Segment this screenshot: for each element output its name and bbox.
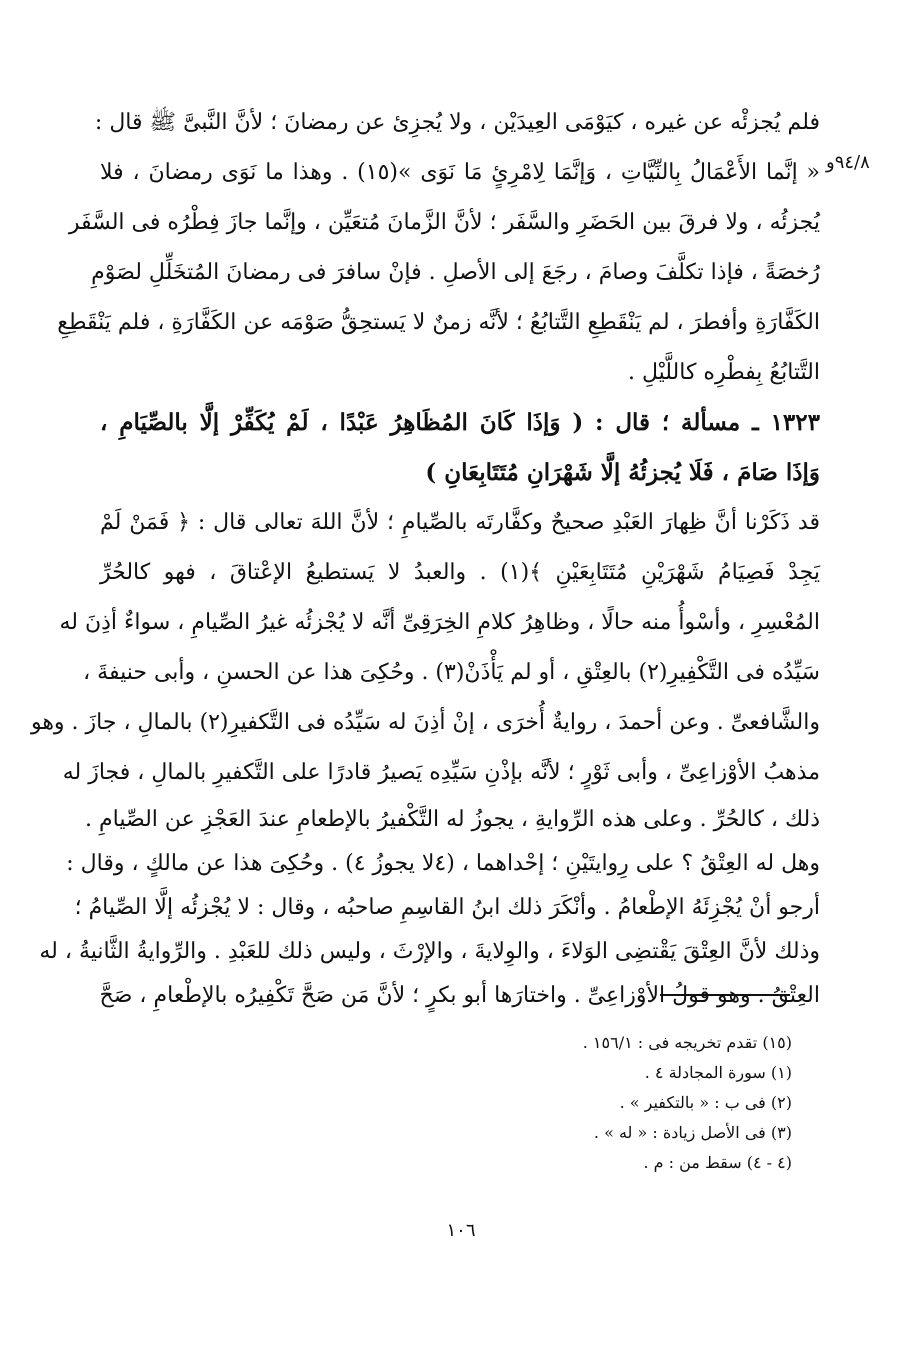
footnotes (440, 1028, 792, 1178)
text-line: فلم يُجزئْه عن غيره ، كيَوْمَى العِيدَيْن ، ولا يُجزِئ عن رمضانَ ؛ لأنَّ النَّبىَّ ﷺ قال : (94, 110, 820, 135)
text-line: التَّتابُعُ بِفطْرِه كاللَّيْلِ . (627, 360, 820, 385)
footnote: (٣) فى الأصل زيادة : « له » . (593, 1123, 792, 1142)
text-line: والشَّافعىِّ . وعن أحمدَ ، روايةٌ أُخرَى ، إنْ أذِنَ له سَيِّدُه فى التَّكفيرِ(٢) بالمالِ ، جازَ . وهو (30, 710, 820, 735)
footnote: (١٥) تقدم تخريجه فى : ١٥٦/١ . (582, 1033, 792, 1052)
text-line: قد ذَكَرْنا أنَّ ظِهارَ العَبْدِ صحيحٌ وكفَّارتَه بالصِّيامِ ؛ لأنَّ اللهَ تعالى قال : ﴿ فَمَنْ لَمْ (100, 510, 820, 535)
text-line: الكَفَّارَةِ وأفطرَ ، لم يَنْقَطِعِ التَّتابُعُ ؛ لأنَّه زمنٌ لا يَستحِقُّ صَوْمَه عن الكَفَّارَةِ ، فلم يَنْقَطِعِ (57, 310, 820, 335)
heading-line: وَإذَا صَامَ ، فَلَا يُجزئُهُ إلَّا شَهْرَانِ مُتَتَابِعَانِ ) (425, 459, 820, 486)
section-heading (100, 398, 820, 498)
text-line: يَجِدْ فَصِيَامُ شَهْرَيْنِ مُتَتَابِعَيْنِ ﴾(١) . والعبدُ لا يَستطيعُ الإعْتاقَ ، فهو كالحُرِّ (100, 560, 820, 585)
footnote: (٢) فى ب : « بالتكفير » . (619, 1093, 792, 1112)
manuscript-folio-note: ٩٤/٨و (826, 152, 870, 173)
text-line: ذلك ، كالحُرِّ . وعلى هذه الرِّوايةِ ، يجوزُ له التَّكْفيرُ بالإطعامِ عندَ العَجْزِ عن الصِّيامِ . (85, 807, 820, 832)
main-text (30, 98, 821, 1018)
footnote-separator (660, 994, 790, 996)
text-line: مذهبُ الأوْزاعِىِّ ، وأبى ثَوْرٍ ؛ لأنَّه بإذْنِ سَيِّدِه يَصيرُ قادرًا على التَّكفيرِ بالمالِ ، فجازَ له (62, 760, 820, 785)
text-line: العِتْقُ . وهو قولُ الأوْزاعِىِّ . واختارَها أبو بكرٍ ؛ لأنَّ مَن صَحَّ تَكْفِيرُه بالإطْعامِ ، صَحَّ (99, 983, 820, 1008)
paragraph-1 (57, 98, 821, 398)
footnote: (١) سورة المجادلة ٤ . (644, 1063, 792, 1082)
page-number: ١٠٦ (446, 1220, 476, 1241)
text-line: يُجزئُه ، ولا فرقَ بين الحَضَرِ والسَّفَر ؛ لأنَّ الزَّمانَ مُتعَيِّن ، وإنَّما جازَ فِطْرُه فى السَّفَر (68, 210, 820, 235)
text-line: وهل له العِتْقُ ؟ على رِوايتَيْنِ ؛ إحْداهما ، (٤لا يجوزُ ٤) . وحُكِىَ هذا عن مالكٍ ، وقال : (66, 851, 820, 876)
text-line: رُخصَةً ، فإذا تكلَّفَ وصامَ ، رجَعَ إلى الأصلِ . فإنْ سافرَ فى رمضانَ المُتخَلِّلِ لصَوْمِ (91, 260, 820, 285)
footnote: (٤ - ٤) سقط من : م . (643, 1153, 792, 1172)
text-line: وذلك لأنَّ العِتْقَ يَقْتضِى الوَلاءَ ، والوِلايةَ ، والإرْثَ ، وليس ذلك للعَبْدِ . والرِّوايةُ الثَّانيةُ ، له (39, 939, 820, 964)
text-line: « إنَّما الأَعْمَالُ بِالنِّيَّاتِ ، وَإنَّمَا لِامْرِئٍ مَا نَوَى »(١٥) . وهذا ما نَوَى رمضانَ ، فلا (100, 160, 821, 185)
heading-line: ١٣٢٣ ـ مسألة ؛ قال : ( وَإذَا كَانَ المُظَاهِرُ عَبْدًا ، لَمْ يُكَفِّرْ إلَّا بالصِّيَامِ ، (100, 409, 820, 436)
paragraph-2 (30, 498, 820, 1018)
text-line: سَيِّدُه فى التَّكْفِيرِ(٢) بالعِتْقِ ، أو لم يَأْذَنْ(٣) . وحُكِىَ هذا عن الحسنِ ، وأبى حنيفةَ ، (83, 660, 820, 685)
text-line: أرجو أنْ يُجْزِئَهُ الإطْعامُ . وأنْكَرَ ذلك ابنُ القاسِمِ صاحبُه ، وقال : لا يُجْزئُه إلَّا الصِّيامُ ؛ (74, 895, 820, 920)
text-line: المُعْسِرِ ، وأسْوأُ منه حالًا ، وظاهِرُ كلامِ الخِرَقِىِّ أنَّه لا يُجْزئُه غيرُ الصِّيامِ ، سواءٌ أذِنَ له (59, 610, 820, 635)
